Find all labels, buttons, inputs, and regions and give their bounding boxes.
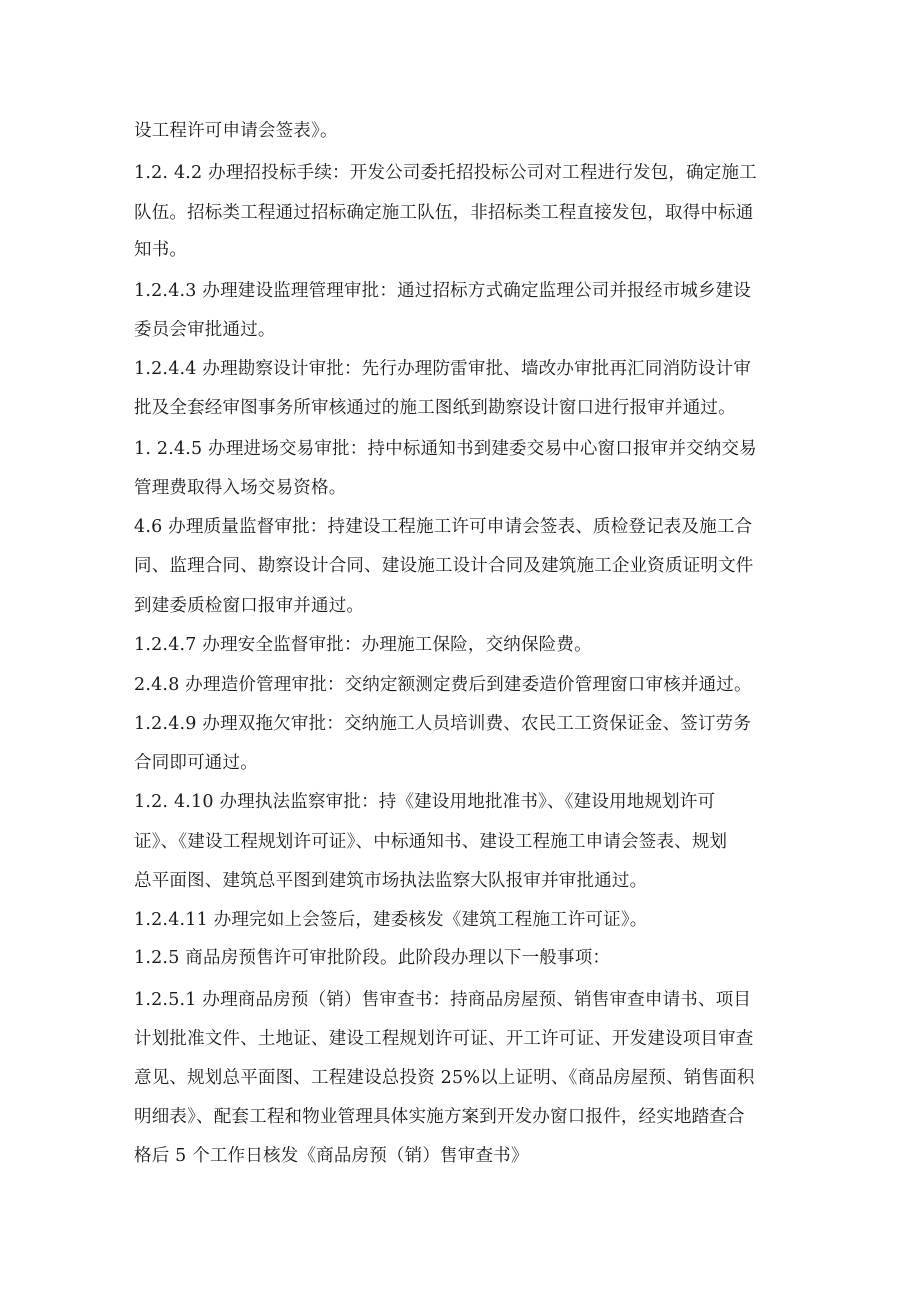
text-line: 1.2. 4.10 办理执法监察审批：持《建设用地批准书》、《建设用地规划许可 <box>134 792 716 812</box>
text-line: 证》、《建设工程规划许可证》、中标通知书、建设工程施工申请会签表、规划 <box>134 832 728 852</box>
text-line: 1.2.4.9 办理双拖欠审批：交纳施工人员培训费、农民工工资保证金、签订劳务 <box>134 714 752 734</box>
text-line: 明细表》、配套工程和物业管理具体实施方案到开发办窗口报件，经实地踏查合 <box>134 1107 745 1127</box>
text-line: 合同即可通过。 <box>134 753 258 773</box>
text-line: 意见、规划总平面图、工程建设总投资 25%以上证明、《商品房屋预、销售面积 <box>134 1068 755 1088</box>
text-line: 1. 2.4.5 办理进场交易审批：持中标通知书到建委交易中心窗口报审并交纳交易 <box>134 439 757 459</box>
text-line: 1.2.5 商品房预售许可审批阶段。此阶段办理以下一般事项： <box>134 948 611 968</box>
text-line: 队伍。招标类工程通过招标确定施工队伍，非招标类工程直接发包，取得中标通 <box>134 203 754 223</box>
text-line: 1.2.4.7 办理安全监督审批：办理施工保险，交纳保险费。 <box>134 635 592 655</box>
text-line: 格后 5 个工作日核发《商品房预（销）售审查书》 <box>134 1146 529 1166</box>
text-line: 1.2. 4.2 办理招投标手续：开发公司委托招投标公司对工程进行发包，确定施工 <box>134 163 757 183</box>
text-line: 1.2.4.4 办理勘察设计审批：先行办理防雷审批、墙改办审批再汇同消防设计审 <box>134 359 752 379</box>
text-line: 1.2.5.1 办理商品房预（销）售审查书：持商品房屋预、销售审查申请书、项目 <box>134 990 752 1010</box>
text-line: 1.2.4.11 办理完如上会签后，建委核发《建筑工程施工许可证》。 <box>134 910 648 930</box>
text-line: 总平面图、建筑总平图到建筑市场执法监察大队报审并审批通过。 <box>134 871 648 891</box>
text-line: 4.6 办理质量监督审批：持建设工程施工许可申请会签表、质检登记表及施工合 <box>134 517 753 537</box>
text-line: 设工程许可申请会签表》。 <box>134 121 338 141</box>
text-line: 知书。 <box>134 240 188 260</box>
text-line: 同、监理合同、勘察设计合同、建设施工设计合同及建筑施工企业资质证明文件 <box>134 556 754 576</box>
text-line: 到建委质检窗口报审并通过。 <box>134 596 365 616</box>
text-line: 批及全套经审图事务所审核通过的施工图纸到勘察设计窗口进行报审并通过。 <box>134 398 736 418</box>
text-line: 管理费取得入场交易资格。 <box>134 478 347 498</box>
text-line: 1.2.4.3 办理建设监理管理审批：通过招标方式确定监理公司并报经市城乡建设 <box>134 281 752 301</box>
text-line: 委员会审批通过。 <box>134 320 276 340</box>
text-line: 2.4.8 办理造价管理审批：交纳定额测定费后到建委造价管理窗口审核并通过。 <box>134 675 752 695</box>
text-line: 计划批准文件、土地证、建设工程规划许可证、开工许可证、开发建设项目审查 <box>134 1029 754 1049</box>
